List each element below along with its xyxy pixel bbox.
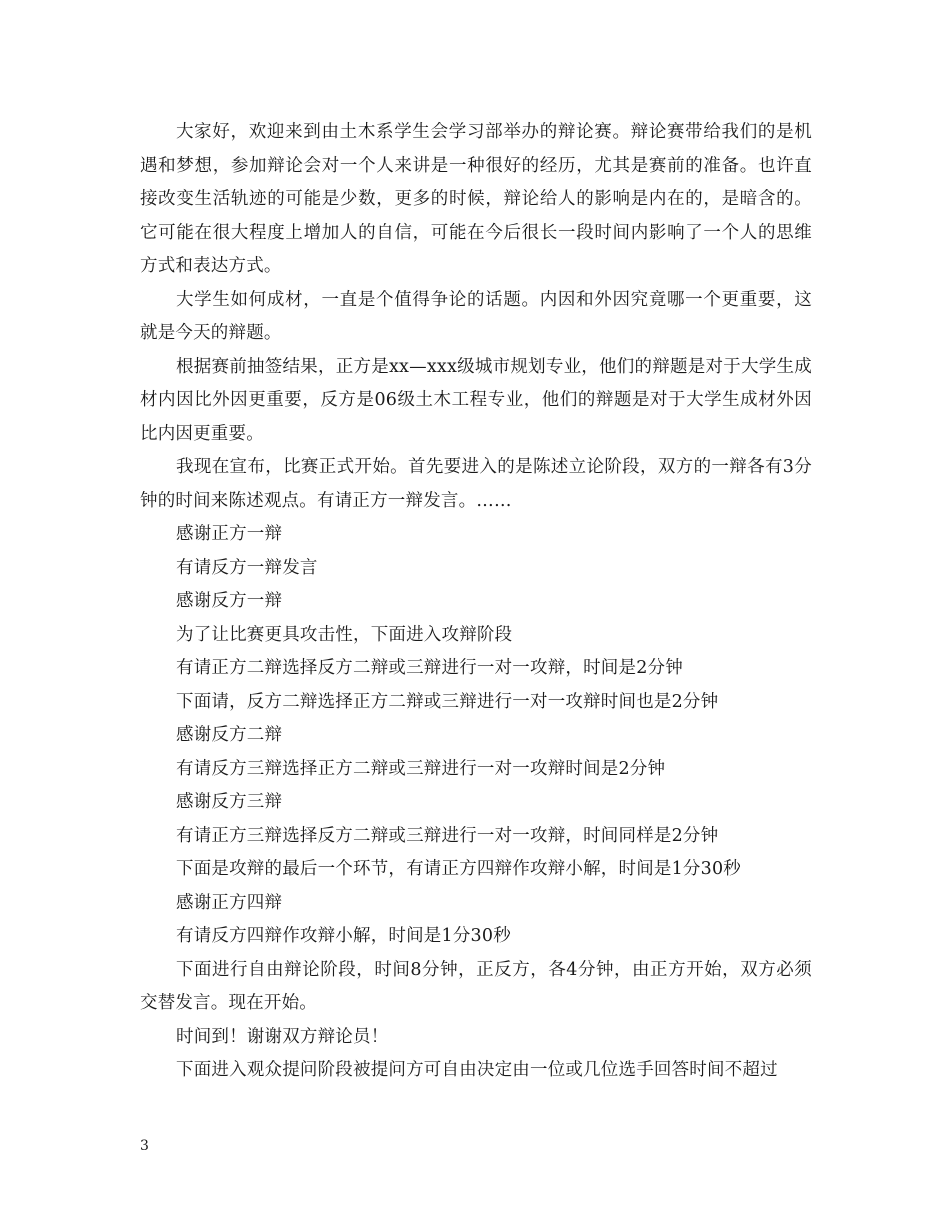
paragraph-topic: 大学生如何成材，一直是个值得争论的话题。内因和外因究竟哪一个更重要，这就是今天的辩题。 (140, 289, 812, 343)
paragraph-opening: 大家好，欢迎来到由土木系学生会学习部举办的辩论赛。辩论赛带给我们的是机遇和梦想，参加辩论会对一个人来讲是一种很好的经历，尤其是赛前的准备。也许直接改变生活轨迹的可能是少数，更多的时候，辩论给人的影响是内在的，是暗含的。它可能在很大程度上增加人的自信，可能在今后很长一段时间内影响了一个人的思维方式和表达方式。 (140, 122, 812, 276)
paragraph-line: 感谢正方四辩 (176, 892, 283, 913)
paragraph-line: 下面请，反方二辩选择正方二辩或三辩进行一对一攻辩时间也是2分钟 (176, 691, 719, 712)
paragraph-audience-questions: 下面进入观众提问阶段被提问方可自由决定由一位或几位选手回答时间不超过 (176, 1060, 778, 1080)
paragraph-free-debate: 下面进行自由辩论阶段，时间8分钟，正反方，各4分钟，由正方开始，双方必须交替发言。现在开始。 (140, 959, 812, 1013)
paragraph-line: 有请正方三辩选择反方二辩或三辩进行一对一攻辩，时间同样是2分钟 (176, 825, 719, 846)
paragraph-line: 有请反方一辩发言 (176, 557, 318, 578)
paragraph-line: 感谢反方三辩 (176, 792, 283, 812)
paragraph-line: 时间到！谢谢双方辩论员！ (176, 1026, 389, 1047)
paragraph-line: 感谢正方一辩 (176, 524, 283, 544)
paragraph-line: 有请正方二辩选择反方二辩或三辩进行一对一攻辩，时间是2分钟 (176, 658, 683, 678)
paragraph-line: 有请反方四辩作攻辩小解，时间是1分30秒 (176, 926, 511, 946)
paragraph-draw-result: 根据赛前抽签结果，正方是xx—xxx级城市规划专业，他们的辩题是对于大学生成材内因比外因更重要，反方是06级土木工程专业，他们的辩题是对于大学生成材外因比内因更重要。 (140, 356, 812, 444)
paragraph-line: 下面是攻辩的最后一个环节，有请正方四辩作攻辩小解，时间是1分30秒 (176, 859, 741, 879)
document-body (140, 116, 812, 1088)
page-number: 3 (140, 1138, 149, 1154)
paragraph-line: 感谢反方一辩 (176, 591, 283, 611)
paragraph-line: 有请反方三辩选择正方二辩或三辩进行一对一攻辩时间是2分钟 (176, 758, 666, 779)
paragraph-start: 我现在宣布，比赛正式开始。首先要进入的是陈述立论阶段，双方的一辩各有3分钟的时间来陈述观点。有请正方一辩发言。…… (140, 457, 812, 511)
paragraph-line: 感谢反方二辩 (176, 725, 283, 745)
paragraph-line: 为了让比赛更具攻击性，下面进入攻辩阶段 (176, 624, 513, 645)
